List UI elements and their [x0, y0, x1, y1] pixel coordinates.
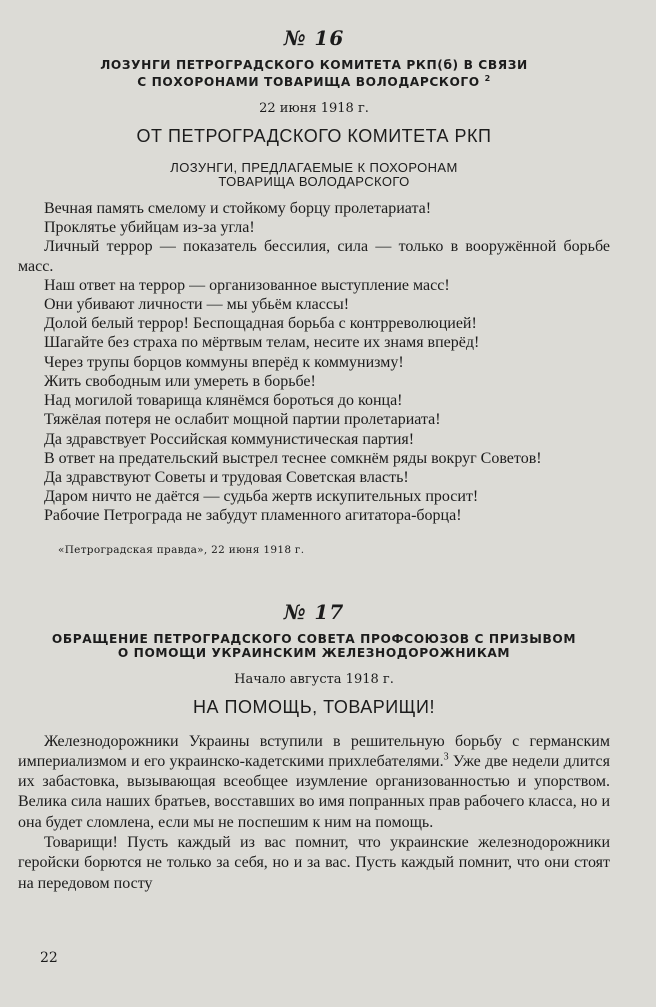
slogan-item: Рабочие Петрограда не забудут пламенного агитатора-борца!	[44, 507, 462, 525]
document-number-16: № 16	[283, 26, 345, 50]
heading-line-2	[18, 72, 610, 89]
slogan-item: Они убивают личности — мы убьём классы!	[44, 296, 350, 314]
slogan-item: Наш ответ на террор — организованное выступление масс!	[44, 276, 450, 294]
document-number-17: № 17	[283, 599, 345, 624]
document-title-17: НА ПОМОЩЬ, ТОВАРИЩИ!	[193, 696, 435, 717]
slogan-item: Тяжёлая потеря не ослабит мощной партии пролетариата!	[44, 411, 441, 429]
slogan-item: Жить свободным или умереть в борьбе!	[44, 372, 316, 390]
slogan-item: Даром ничто не даётся — судьба жертв искупительных просит!	[44, 488, 479, 506]
subheading-line-1: ЛОЗУНГИ, ПРЕДЛАГАЕМЫЕ К ПОХОРОНАМ	[170, 160, 458, 176]
paragraph-text: Уже две недели длится их забастовка, вызывающая всеобщее изумление организованностью и упорством. Велика сила наших братьев, восставших во имя попранных прав рабочего класса, но и она будет сломлена, если мы не поспешим к ним на помощь.	[18, 752, 610, 831]
paragraph-text: Железнодорожники Украины вступили в решительную борьбу с германским империализмом и его украинско-кадетскими прихлебателями.	[18, 732, 610, 770]
slogans-subheading	[18, 161, 610, 189]
slogan-item: Через трупы борцов коммуны вперёд к коммунизму!	[44, 353, 404, 371]
document-date-17: Начало августа 1918 г.	[234, 671, 394, 687]
subheading-line-2: ТОВАРИЩА ВОЛОДАРСКОГО	[218, 174, 410, 190]
body-paragraph	[18, 732, 610, 833]
slogan-item: Да здравствуют Советы и трудовая Советская власть!	[44, 468, 409, 486]
slogan-item: Проклятье убийцам из-за угла!	[44, 219, 255, 237]
slogan-item: Да здравствует Российская коммунистическая партия!	[44, 430, 415, 448]
page-number: 22	[40, 950, 58, 966]
heading-line-1: ОБРАЩЕНИЕ ПЕТРОГРАДСКОГО СОВЕТА ПРОФСОЮЗОВ С ПРИЗЫВОМ	[51, 631, 577, 646]
heading-line-1: ЛОЗУНГИ ПЕТРОГРАДСКОГО КОМИТЕТА РКП(б) В СВЯЗИ	[100, 58, 528, 72]
footnote-marker: 2	[484, 74, 491, 83]
document-heading-17	[18, 632, 610, 660]
slogan-item: В ответ на предательский выстрел теснее сомкнём ряды вокруг Советов!	[44, 449, 542, 467]
slogan-item: Личный террор — показатель бессилия, сила — только в вооружённой борьбе масс.	[18, 238, 610, 275]
slogan-item: Долой белый террор! Беспощадная борьба с контрреволюцией!	[44, 315, 477, 333]
heading-line-2-text: С ПОХОРОНАМИ ТОВАРИЩА ВОЛОДАРСКОГО	[137, 75, 480, 90]
document-date-16: 22 июня 1918 г.	[259, 101, 369, 117]
document-page	[18, 26, 610, 894]
footnote-marker: 3	[443, 751, 449, 763]
slogan-item: Вечная память смелому и стойкому борцу пролетариата!	[44, 200, 432, 218]
document-heading-16	[18, 58, 610, 89]
body-paragraph: Товарищи! Пусть каждый из вас помнит, что украинские железнодорожники геройски борются не только за себя, но и за вас. Пусть каждый помнит, что они стоят на передовом посту	[18, 834, 610, 892]
slogan-list	[18, 199, 610, 525]
slogan-item: Шагайте без страха по мёртвым телам, несите их знамя вперёд!	[44, 334, 480, 352]
heading-line-2: О ПОМОЩИ УКРАИНСКИМ ЖЕЛЕЗНОДОРОЖНИКАМ	[117, 645, 511, 660]
slogan-item: Над могилой товарища клянёмся бороться до конца!	[44, 392, 403, 410]
source-citation: «Петроградская правда», 22 июня 1918 г.	[58, 543, 305, 556]
document-title-16: ОТ ПЕТРОГРАДСКОГО КОМИТЕТА РКП	[136, 126, 492, 147]
